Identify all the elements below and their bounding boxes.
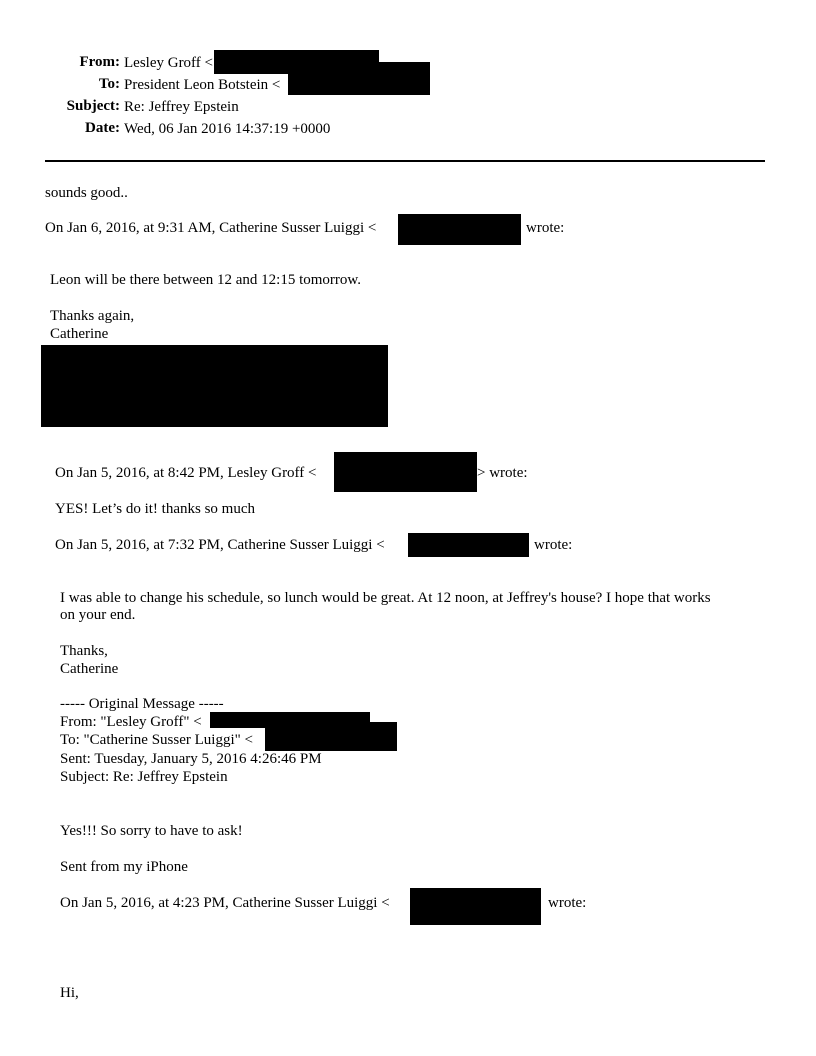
subject-label: Subject: xyxy=(66,98,120,114)
thanks-again-line: Thanks again, xyxy=(50,308,135,324)
subject-value: Re: Jeffrey Epstein xyxy=(124,99,239,115)
schedule-line-1: I was able to change his schedule, so lunch would be great. At 12 noon, at Jeffrey's house? I hope that works xyxy=(60,590,711,606)
quote-attribution-4: On Jan 5, 2016, at 4:23 PM, Catherine Susser Luiggi < xyxy=(60,895,390,911)
sounds-good-line: sounds good.. xyxy=(45,185,128,201)
from-value: Lesley Groff < xyxy=(124,55,213,71)
header-divider xyxy=(45,160,765,162)
yes-line: YES! Let’s do it! thanks so much xyxy=(55,501,255,517)
yes-sorry-line: Yes!!! So sorry to have to ask! xyxy=(60,823,243,839)
sent-from-iphone: Sent from my iPhone xyxy=(60,859,188,875)
from-label: From: xyxy=(79,54,120,70)
redaction-block xyxy=(265,722,397,751)
original-message-header: ----- Original Message ----- xyxy=(60,696,224,712)
quote-attribution-2: On Jan 5, 2016, at 8:42 PM, Lesley Groff < xyxy=(55,465,317,481)
quote-attribution-1: On Jan 6, 2016, at 9:31 AM, Catherine Susser Luiggi < xyxy=(45,220,377,236)
date-label: Date: xyxy=(85,120,120,136)
redaction-block xyxy=(334,452,477,492)
signature-catherine-2: Catherine xyxy=(60,661,119,677)
original-from: From: "Lesley Groff" < xyxy=(60,714,202,730)
original-to: To: "Catherine Susser Luiggi" < xyxy=(60,732,253,748)
signature-catherine-1: Catherine xyxy=(50,326,109,342)
to-value: President Leon Botstein < xyxy=(124,77,281,93)
quote-attribution-3: On Jan 5, 2016, at 7:32 PM, Catherine Susser Luiggi < xyxy=(55,537,385,553)
redaction-block xyxy=(408,533,529,557)
schedule-line-2: on your end. xyxy=(60,607,136,623)
original-sent: Sent: Tuesday, January 5, 2016 4:26:46 PM xyxy=(60,751,322,767)
quote-attribution-2-suffix: > wrote: xyxy=(477,465,528,481)
leon-line: Leon will be there between 12 and 12:15 tomorrow. xyxy=(50,272,362,288)
redaction-block xyxy=(410,888,541,925)
quote-attribution-3-suffix: wrote: xyxy=(534,537,573,553)
thanks-line: Thanks, xyxy=(60,643,108,659)
redaction-block xyxy=(398,214,521,245)
redaction-block xyxy=(288,62,430,95)
date-value: Wed, 06 Jan 2016 14:37:19 +0000 xyxy=(124,121,331,137)
quote-attribution-1-suffix: wrote: xyxy=(526,220,565,236)
original-subject: Subject: Re: Jeffrey Epstein xyxy=(60,769,228,785)
to-label: To: xyxy=(98,76,120,92)
greeting-hi: Hi, xyxy=(60,985,79,1001)
quote-attribution-4-suffix: wrote: xyxy=(548,895,587,911)
redaction-block xyxy=(41,345,388,427)
